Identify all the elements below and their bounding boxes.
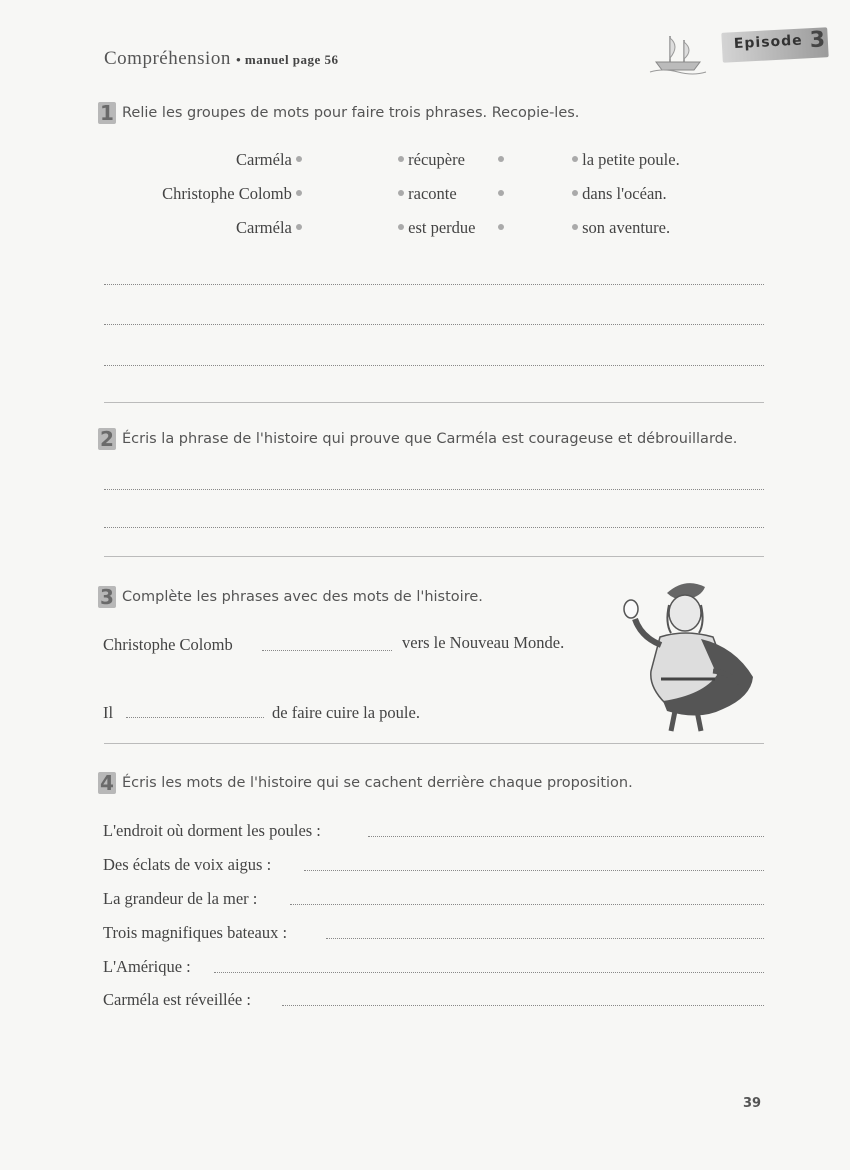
instruction-text: Écris les mots de l'histoire qui se cachent derrière chaque proposition. [122,775,633,791]
col3-item-3: son aventure. [572,218,670,238]
exercise-2-instruction [98,428,737,450]
link-dot [398,190,404,196]
link-dot [572,156,578,162]
exercise-1-instruction [98,102,579,124]
blank-field-2[interactable] [126,717,264,718]
page-title [104,48,339,70]
section-divider [104,402,764,403]
link-dot [572,224,578,230]
col2-item-1: récupère [398,150,465,170]
blank-field-1[interactable] [262,650,392,651]
ship-icon [648,28,708,76]
answer-line[interactable] [104,489,764,490]
sentence-1-end: vers le Nouveau Monde. [402,633,565,652]
col3-item-2: dans l'océan. [572,184,667,204]
word-prompt-1: L'endroit où dorment les poules : [103,821,321,840]
word-prompt-5: L'Amérique : [103,957,191,976]
section-divider [104,743,764,744]
link-dot [498,156,504,162]
exercise-number: 4 [98,772,116,794]
answer-line-6[interactable] [282,1005,764,1006]
section-divider [104,556,764,557]
exercise-number: 3 [98,586,116,608]
answer-line-3[interactable] [290,904,764,905]
page-number: 39 [743,1096,762,1111]
col2-item-2: raconte [398,184,457,204]
answer-line-5[interactable] [214,972,764,973]
exercise-4-instruction [98,772,633,794]
link-dot [572,190,578,196]
episode-number: 3 [809,27,827,54]
exercise-number: 2 [98,428,116,450]
col1-item-1: Carméla [236,150,302,170]
sentence-2-start: Il [103,703,114,722]
link-dot [398,156,404,162]
link-dot [398,224,404,230]
answer-line[interactable] [104,365,764,366]
col1-item-2: Christophe Colomb [162,184,302,204]
christopher-columbus-illustration [605,575,765,735]
word-prompt-6: Carméla est réveillée : [103,990,251,1009]
link-dot [498,190,504,196]
link-dot [296,224,302,230]
episode-badge [721,27,828,63]
answer-line[interactable] [104,324,764,325]
word-prompt-3: La grandeur de la mer : [103,889,258,908]
exercise-3-instruction [98,586,483,608]
link-dot [498,224,504,230]
answer-line-4[interactable] [326,938,764,939]
col3-item-1: la petite poule. [572,150,680,170]
answer-line[interactable] [104,527,764,528]
answer-line-2[interactable] [304,870,764,871]
word-prompt-4: Trois magnifiques bateaux : [103,923,288,942]
col2-item-3: est perdue [398,218,475,238]
word-prompt-2: Des éclats de voix aigus : [103,855,272,874]
section-title: Compréhension [104,48,231,69]
answer-line-1[interactable] [368,836,764,837]
instruction-text: Écris la phrase de l'histoire qui prouve que Carméla est courageuse et débrouillarde. [122,431,738,447]
link-dot [296,156,302,162]
sentence-2-end: de faire cuire la poule. [272,703,420,722]
answer-line[interactable] [104,284,764,285]
link-dot [296,190,302,196]
manual-page-reference: • manuel page 56 [236,52,339,67]
exercise-number: 1 [98,102,116,124]
episode-label: Episode [733,32,804,53]
sentence-1-start: Christophe Colomb [103,635,233,654]
col1-item-3: Carméla [236,218,302,238]
instruction-text: Complète les phrases avec des mots de l'histoire. [122,589,483,605]
instruction-text: Relie les groupes de mots pour faire trois phrases. Recopie-les. [122,105,580,121]
